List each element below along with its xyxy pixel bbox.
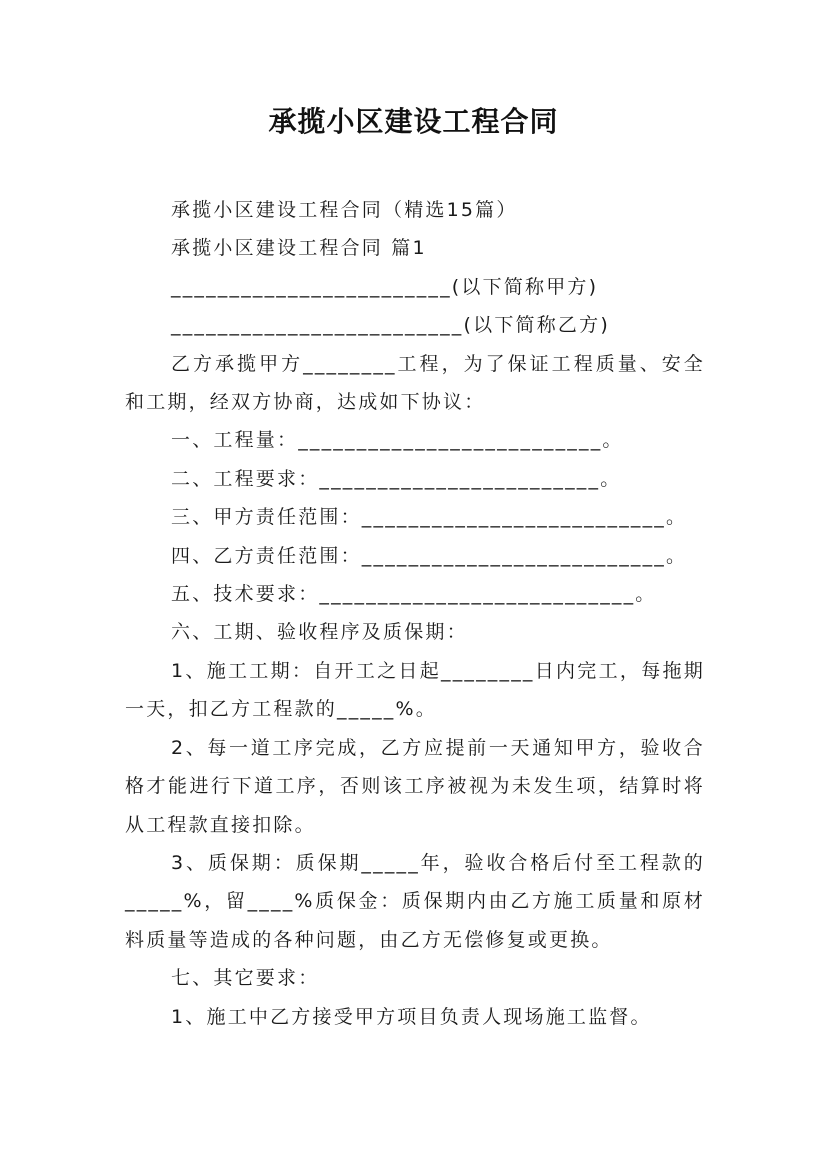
clause-6-item-3: 3、质保期：质保期_____年，验收合格后付至工程款的_____%，留____%质保金：质保期内由乙方施工质量和原材料质量等造成的各种问题，由乙方无偿修复或更换。 xyxy=(125,851,705,951)
document-body xyxy=(125,191,705,1036)
party-b-line: _________________________(以下简称乙方) xyxy=(171,314,610,337)
clause-4: 四、乙方责任范围：__________________________。 xyxy=(171,544,688,567)
clause-6-item-2: 2、每一道工序完成，乙方应提前一天通知甲方，验收合格才能进行下道工序，否则该工序被视为未发生项，结算时将从工程款直接扣除。 xyxy=(125,736,705,836)
clause-6: 六、工期、验收程序及质保期： xyxy=(171,621,468,644)
paragraph-subtitle: 承揽小区建设工程合同（精选15篇） xyxy=(171,199,518,221)
clause-1: 一、工程量：__________________________。 xyxy=(171,429,624,452)
clause-2: 二、工程要求：________________________。 xyxy=(171,467,622,490)
clause-5: 五、技术要求：___________________________。 xyxy=(171,583,657,606)
document-title: 承揽小区建设工程合同 xyxy=(268,105,559,138)
paragraph-intro: 乙方承揽甲方________工程，为了保证工程质量、安全和工期，经双方协商，达成如下协议： xyxy=(125,352,705,414)
paragraph-heading: 承揽小区建设工程合同 篇1 xyxy=(171,237,427,260)
clause-6-item-1: 1、施工工期：自开工之日起________日内完工，每拖期一天，扣乙方工程款的_____%。 xyxy=(125,659,705,721)
clause-7: 七、其它要求： xyxy=(171,967,320,990)
clause-7-item-1: 1、施工中乙方接受甲方项目负责人现场施工监督。 xyxy=(171,1005,652,1028)
party-a-line: ________________________(以下简称甲方) xyxy=(171,275,599,298)
clause-3: 三、甲方责任范围：__________________________。 xyxy=(171,506,688,529)
